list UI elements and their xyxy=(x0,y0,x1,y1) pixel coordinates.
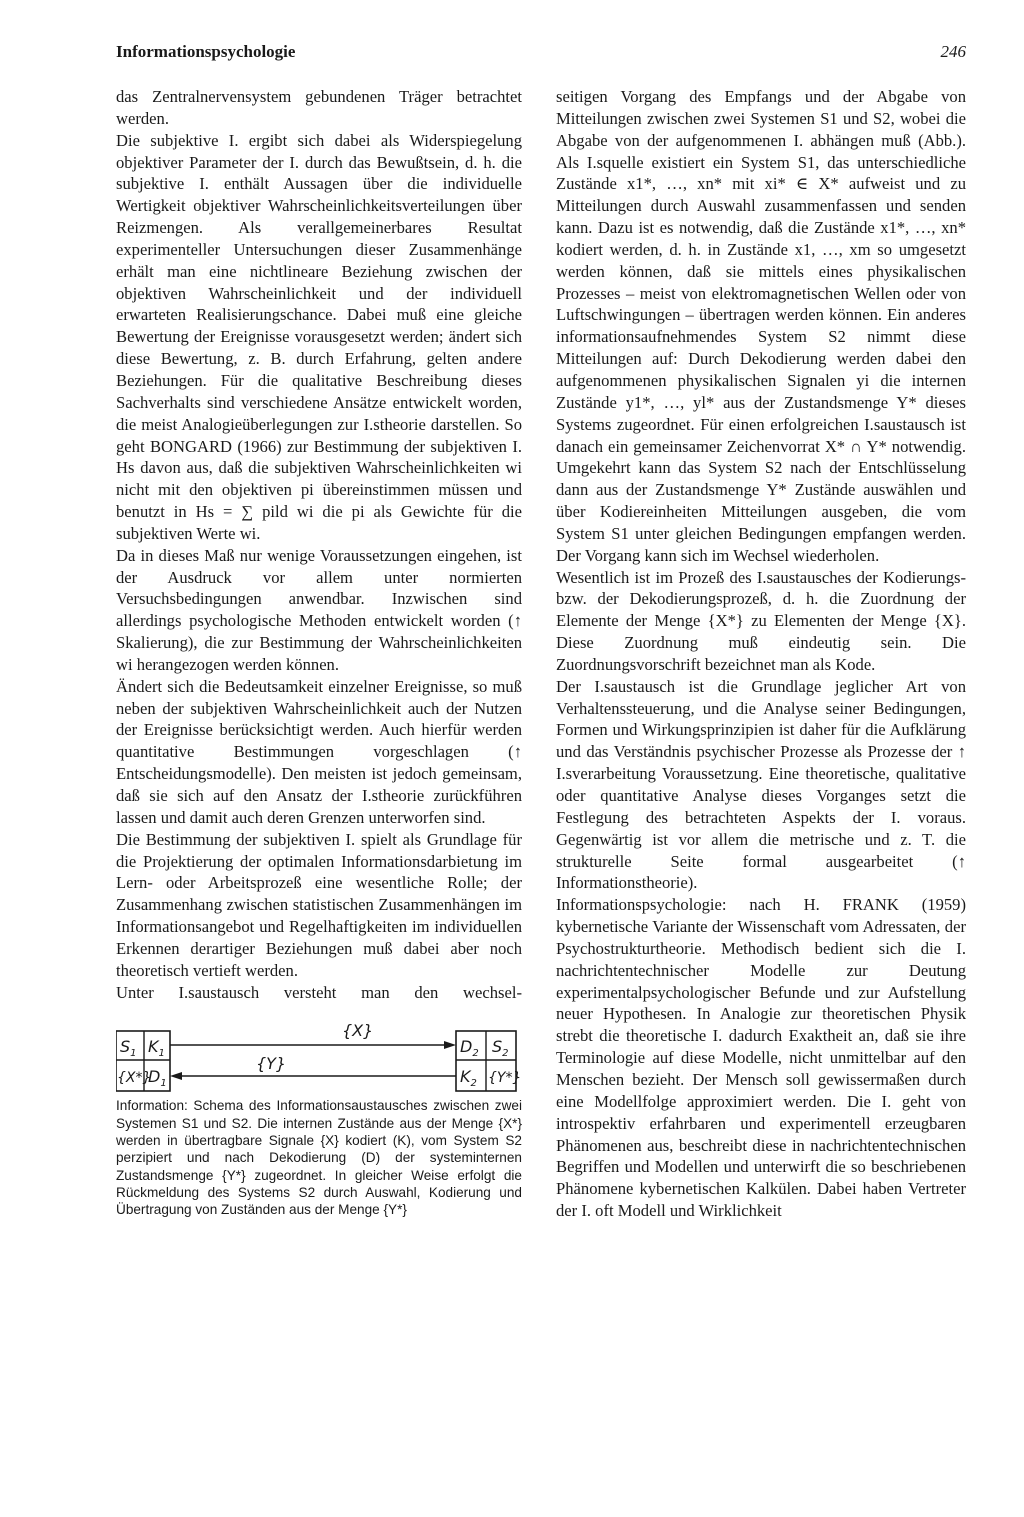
left-paragraph: das Zentralnervensystem gebundenen Träger betrachtet werden. xyxy=(116,87,522,128)
left-column xyxy=(116,86,522,1219)
label-signal-x: {X} xyxy=(342,1021,374,1041)
label-s2: $S_2$ xyxy=(492,1037,509,1060)
right-paragraph: Wesentlich ist im Prozeß des I.saustausches der Kodierungs- bzw. der Dekodierungsprozeß, d. h. die Zuordnung der Elemente der Menge {X*} zu Elementen der Menge {X}. Diese Zuordnung muß eindeutig sein. Die Zuordnungsvorschrift bezeichnet man als Kode. xyxy=(556,567,966,674)
right-paragraph: Der I.saustausch ist die Grundlage jeglicher Art von Verhaltenssteuerung, und die Analyse seiner Bedingungen, Formen und Wirkungsprinzipien ist daher für die Aufklärung und das Verständnis psychischer Prozesse als Prozesse der ↑ I.sverarbeitung Voraussetzung. Eine theoretische, qualitative oder quantitative Analyse dieses Vorganges setzt die Festlegung des betrachteten Aspekts der I. voraus. Gegenwärtig ist vor allem die metrische und z. T. die strukturelle Seite formal ausgearbeitet (↑ Informationstheorie). xyxy=(556,676,966,893)
running-header-title: Informationspsychologie xyxy=(116,42,296,61)
exchange-diagram-svg xyxy=(116,1007,522,1097)
label-d1: $D_1$ xyxy=(148,1067,167,1090)
left-paragraph: Da in dieses Maß nur wenige Voraussetzungen eingehen, ist der Ausdruck vor allem unter normierten Versuchsbedingungen anwendbar. Inzwischen sind allerdings psychologische Methoden entwickelt worden (↑ Skalierung), die zur Bestimmung der Wahrscheinlichkeiten wi herangezogen werden können. xyxy=(116,545,522,674)
label-k2: $K_2$ xyxy=(460,1067,477,1090)
left-paragraph: Die Bestimmung der subjektiven I. spielt als Grundlage für die Projektierung der optimalen Informationsdarbietung im Lern- oder Arbeitsprozeß eine wesentliche Rolle; der Zusammenhang zwischen statistischen Zusammenhängen im Informationsangebot und Regelhaftigkeiten im individuellen Erkennen derartiger Beziehungen muß dabei aber noch theoretisch vertieft werden. xyxy=(116,829,522,980)
right-column xyxy=(556,86,966,1222)
left-paragraph: Ändert sich die Bedeutsamkeit einzelner Ereignisse, so muß neben der subjektiven Wahrscheinlichkeit auch der Nutzen der Ereignisse berücksichtigt werden. Auch hierfür werden quantitative Bestimmungen vorgeschlagen (↑ Entscheidungsmodelle). Den meisten ist jedoch gemeinsam, daß sie sich auf den Ansatz der I.stheorie zurückführen lassen und damit auch deren Grenzen unterworfen sind. xyxy=(116,676,522,827)
left-paragraph: Unter I.saustausch versteht man den wechsel- xyxy=(116,982,522,1002)
label-signal-y: {Y} xyxy=(256,1054,287,1074)
label-y-star: {Y*} xyxy=(488,1070,522,1087)
left-paragraph: Die subjektive I. ergibt sich dabei als Widerspiegelung objektiver Parameter der I. durch das Bewußtsein, d. h. die subjektive I. enthält Aussagen über die individuelle Wertigkeit objektiver Wahrscheinlichkeitsverteilungen über Reizmengen. Als verallgemeinerbares Resultat experimenteller Untersuchungen dieser Zusammenhänge erhält man eine nichtlineare Beziehung zwischen der objektiven Wahrscheinlichkeit und der individuell erwarteten Realisierungschance. Dabei muß eine gleiche Bewertung der Ereignisse vorausgesetzt werden; ändert sich diese Bewertung, z. B. durch Erfahrung, gelten andere Beziehungen. Für die qualitative Beschreibung dieses Sachverhalts sind verschiedene Ansätze entwickelt worden, die meist Analogieüberlegungen zur I.stheorie darstellen. So geht BONGARD (1966) zur Bestimmung der subjektiven I. Hs davon aus, daß die subjektiven Wahrscheinlichkeiten wi nicht mit den objektiven pi übereinstimmen müssen und benutzt in Hs = ∑ pild wi die pi als Gewichte für die subjektiven Werte wi. xyxy=(116,130,522,543)
exchange-diagram xyxy=(116,1007,522,1218)
page-number: 246 xyxy=(940,42,966,61)
label-d2: $D_2$ xyxy=(460,1037,479,1060)
label-k1: $K_1$ xyxy=(148,1037,165,1060)
label-s1: $S_1$ xyxy=(120,1037,137,1060)
signal-x-arrowhead xyxy=(444,1041,456,1049)
signal-y-arrowhead xyxy=(170,1072,182,1080)
right-paragraph: Informationspsychologie: nach H. FRANK (1959) kybernetische Variante der Wissenschaft vom Adressaten, der Psychostrukturtheorie. Methodisch bedient sich die I. nachrichtentechnischer Modelle zur Deutung experimentalpsychologischer Befunde und zur Aufstellung neuer Hypothesen. In Analogie zur theoretischen Physik strebt die theoretische I. dadurch Exaktheit an, daß sie ihre Terminologie auf diese Modelle, nicht unmittelbar auf den Menschen bezieht. Der Mensch soll gewissermaßen durch eine Modellfolge approximiert werden. Die I. geht von introspektiv erfahrbaren und experimentell erzeugbaren Phänomenen aus, beschreibt diese in nachrichtentechnischen Begriffen und Modellen und unterwirft die so beschriebenen Phänomene kybernetischen Kalkülen. Dabei haben Vertreter der I. oft Modell und Wirklichkeit xyxy=(556,895,966,1221)
figure-caption: Information: Schema des Informationsaustausches zwischen zwei Systemen S1 und S2. Die internen Zustände aus der Menge {X*} werden in übertragbare Signale {X} kodiert (K), vom System S2 perzipiert und nach Dekodierung (D) der systeminternen Zustandsmenge {Y*} zugeordnet. In gleicher Weise erfolgt die Rückmeldung des Systems S2 durch Auswahl, Kodierung und Übertragung von Zuständen aus der Menge {Y*} xyxy=(116,1098,522,1218)
label-x-star: {X*} xyxy=(117,1070,152,1087)
right-paragraph: seitigen Vorgang des Empfangs und der Abgabe von Mitteilungen zwischen zwei Systemen S1 und S2, wobei die Abgabe von der aufgenommenen I. abhängen muß (Abb.). Als I.squelle existiert ein System S1, das unterschiedliche Zustände x1*, …, xn* mit xi* ∈ X* aufweist und zu Mitteilungen durch Auswahl zusammenfassen und senden kann. Dazu ist es notwendig, daß die Zustände x1*, …, xn* kodiert werden, d. h. in Zustände x1, …, xm so umgesetzt werden können, daß sie mittels eines physikalischen Prozesses – meist von elektromagnetischen Wellen oder von Luftschwingungen – übertragen werden können. Ein anderes informationsaufnehmendes System S2 nimmt diese Mitteilungen auf: Durch Dekodierung werden dabei den aufgenommenen physikalischen Signalen yi die internen Zustände y1*, …, yl* aus der Zustandsmenge Y* dieses Systems zugeordnet. Für einen erfolgreichen I.saustausch ist danach ein gemeinsamer Zeichenvorrat X* ∩ Y* notwendig. Umgekehrt kann das System S2 nach der Entschlüsselung dann aus der Zustandsmenge Y* Zustände auswählen und über Kodiereinheiten Mitteilungen ausgeben, die vom System S1 unter gleichen Bedingungen empfangen werden. Der Vorgang kann sich im Wechsel wiederholen. xyxy=(556,87,966,565)
